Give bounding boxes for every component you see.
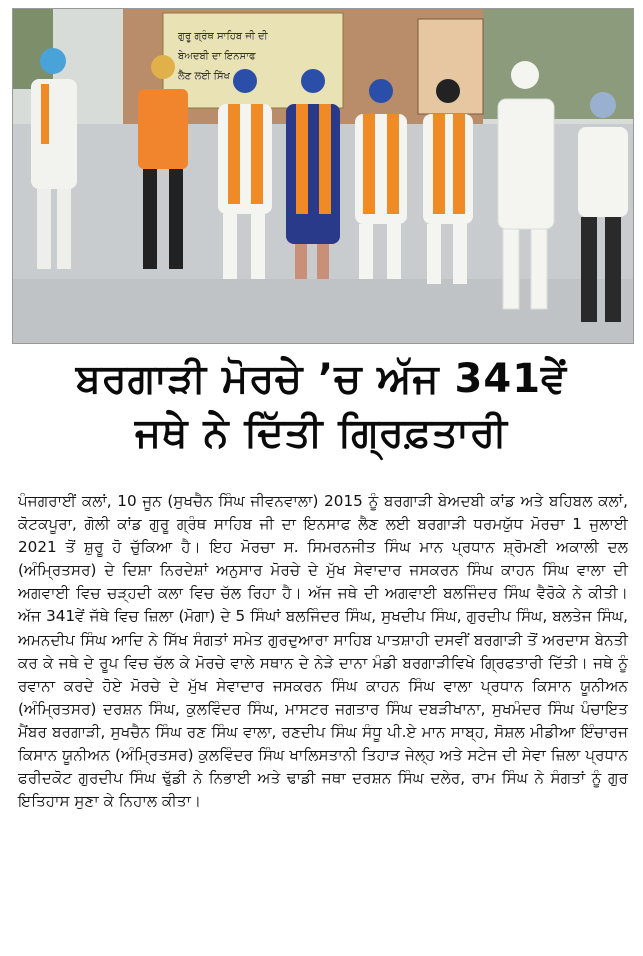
group-photo-illustration [13, 9, 633, 343]
article-body: ਪੰਜਗਰਾਈਂ ਕਲਾਂ, 10 ਜੂਨ (ਸੁਖਚੈਨ ਸਿੰਘ ਜੀਵਨਵਾਲਾ) 2015 ਨੂੰ ਬਰਗਾੜੀ ਬੇਅਦਬੀ ਕਾਂਡ ਅਤੇ ਬਹਿਬਲ ਕਲਾਂ, ਕੋਟਕਪੂਰਾ, ਗੋਲੀ ਕਾਂਡ ਗੁਰੂ ਗ੍ਰੰਥ ਸਾਹਿਬ ਜੀ ਦਾ ਇਨਸਾਫ ਲੈਣ ਲਈ ਬਰਗਾੜੀ ਧਰਮਯੁੱਧ ਮੋਰਚਾ 1 ਜੁਲਾਈ 2021 ਤੋਂ ਸ਼ੁਰੂ ਹੋ ਚੁੱਕਿਆ ਹੈ। ਇਹ ਮੋਰਚਾ ਸ. ਸਿਮਰਨਜੀਤ ਸਿੰਘ ਮਾਨ ਪ੍ਰਧਾਨ ਸ਼੍ਰੋਮਣੀ ਅਕਾਲੀ ਦਲ (ਅੰਮ੍ਰਿਤਸਰ) ਦੇ ਦਿਸ਼ਾ ਨਿਰਦੇਸ਼ਾਂ ਅਨੁਸਾਰ ਮੋਰਚੇ ਦੇ ਮੁੱਖ ਸੇਵਾਦਾਰ ਜਸਕਰਨ ਸਿੰਘ ਕਾਹਨ ਸਿੰਘ ਵਾਲਾ ਦੀ ਅਗਵਾਈ ਵਿਚ ਚੜ੍ਹਦੀ ਕਲਾ ਵਿਚ ਚੱਲ ਰਿਹਾ ਹੈ। ਅੱਜ ਜਥੇ ਦੀ ਅਗਵਾਈ ਬਲਜਿੰਦਰ ਸਿੰਘ ਵੈਰੋਕੇ ਨੇ ਕੀਤੀ। ਅੱਜ 341ਵੇਂ ਜੱਥੇ ਵਿਚ ਜ਼ਿਲਾ (ਮੋਗਾ) ਦੇ 5 ਸਿੰਘਾਂ ਬਲਜਿੰਦਰ ਸਿੰਘ, ਸੁਖਦੀਪ ਸਿੰਘ, ਗੁਰਦੀਪ ਸਿੰਘ, ਬਲਤੇਜ ਸਿੰਘ, ਅਮਨਦੀਪ ਸਿੰਘ ਆਦਿ ਨੇ ਸਿੱਖ ਸੰਗਤਾਂ ਸਮੇਤ ਗੁਰਦੁਆਰਾ ਸਾਹਿਬ ਪਾਤਸ਼ਾਹੀ ਦਸਵੀਂ ਬਰਗਾੜੀ ਤੋਂ ਅਰਦਾਸ ਬੇਨਤੀ ਕਰ ਕੇ ਜਥੇ ਦੇ ਰੂਪ ਵਿਚ ਚੱਲ ਕੇ ਮੋਰਚੇ ਵਾਲੇ ਸਥਾਨ ਦੇ ਨੇੜੇ ਦਾਨਾ ਮੰਡੀ ਬਰਗਾੜੀਵਿਖੇ ਗ੍ਰਿਫਤਾਰੀ ਦਿੱਤੀ। ਜਥੇ ਨੂੰ ਰਵਾਨਾ ਕਰਦੇ ਹੋਏ ਮੋਰਚੇ ਦੇ ਮੁੱਖ ਸੇਵਾਦਾਰ ਜਸਕਰਨ ਸਿੰਘ ਕਾਹਨ ਸਿੰਘ ਵਾਲਾ ਪ੍ਰਧਾਨ ਕਿਸਾਨ ਯੂਨੀਅਨ (ਅੰਮ੍ਰਿਤਸਰ) ਦਰਸ਼ਨ ਸਿੰਘ, ਕੁਲਵਿੰਦਰ ਸਿੰਘ, ਮਾਸਟਰ ਜਗਤਾਰ ਸਿੰਘ ਦਬੜੀਖਾਨਾ, ਸੁਖਮੰਦਰ ਸਿੰਘ ਪੰਚਾਇਤ ਮੈਂਬਰ ਬਰਗਾੜੀ, ਸੁਖਚੈਨ ਸਿੰਘ ਰਣ ਸਿੰਘ ਵਾਲਾ, ਰਣਦੀਪ ਸਿੰਘ ਸੰਧੂ ਪੀ.ਏ ਮਾਨ ਸਾਬ੍ਹ, ਸੋਸ਼ਲ ਮੀਡੀਆ ਇੰਚਾਰਜ ਕਿਸਾਨ ਯੂਨੀਅਨ (ਅੰਮ੍ਰਿਤਸਰ) ਕੁਲਵਿੰਦਰ ਸਿੰਘ ਖਾਲਿਸਤਾਨੀ ਤਿਹਾੜ ਜੇਲ੍ਹ ਅਤੇ ਸਟੇਜ ਦੀ ਸੇਵਾ ਜ਼ਿਲਾ ਪ੍ਰਧਾਨ ਫਰੀਦਕੋਟ ਗੁਰਦੀਪ ਸਿੰਘ ਢੁੱਡੀ ਨੇ ਨਿਭਾਈ ਅਤੇ ਢਾਡੀ ਜਥਾ ਦਰਸ਼ਨ ਸਿੰਘ ਦਲੇਰ, ਰਾਮ ਸਿੰਘ ਨੇ ਸੰਗਤਾਂ ਨੂੰ ਗੁਰ ਇਤਿਹਾਸ ਸੁਣਾ ਕੇ ਨਿਹਾਲ ਕੀਤਾ। [18, 492, 628, 811]
banner-text-1: ਗੁਰੂ ਗ੍ਰੰਥ ਸਾਹਿਬ ਜੀ ਦੀ [178, 31, 268, 42]
banner-text-3: ਲੈਣ ਲਈ ਸਿੱਖ [178, 71, 230, 82]
banner-text-2: ਬੇਅਦਬੀ ਦਾ ਇਨਸਾਫ [178, 51, 256, 62]
news-photo [12, 8, 634, 344]
headline [0, 352, 643, 460]
headline-line-2: ਜਥੇ ਨੇ ਦਿੱਤੀ ਗ੍ਰਿਫ਼ਤਾਰੀ [135, 410, 508, 456]
headline-line-1: ਬਰਗਾੜੀ ਮੋਰਚੇ ’ਚ ਅੱਜ 341ਵੇਂ [75, 356, 568, 402]
